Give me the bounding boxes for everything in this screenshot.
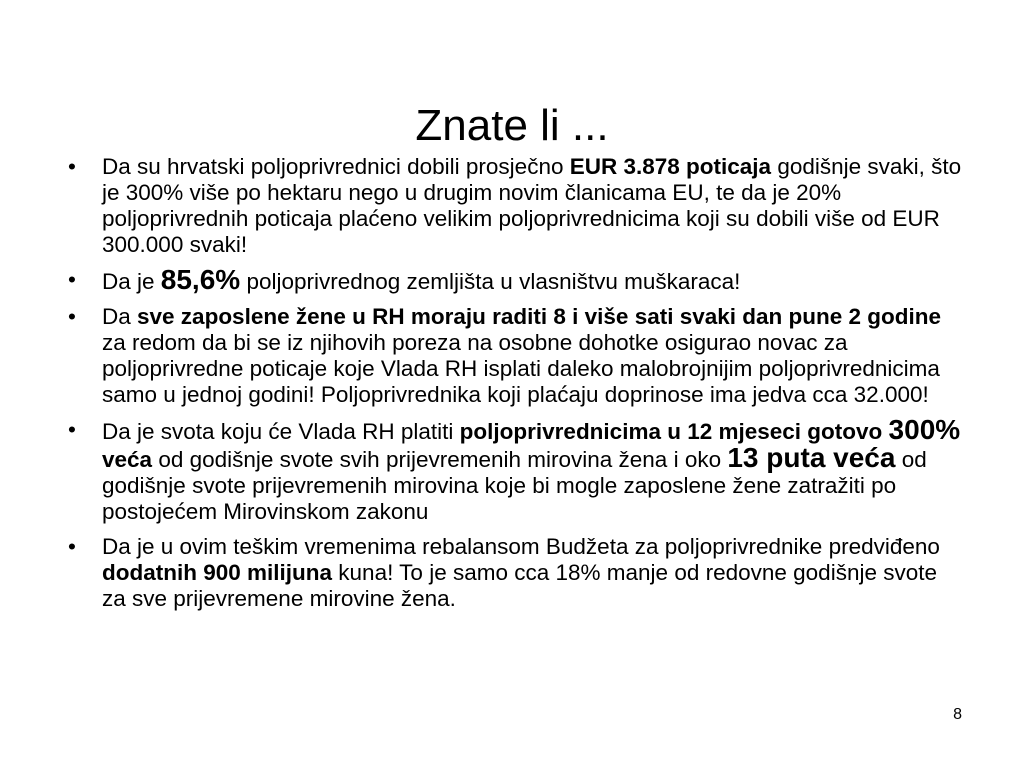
bullet-icon: • xyxy=(68,154,76,179)
bullet-text: Da je xyxy=(102,269,161,294)
bullet-item-pension-comparison xyxy=(62,414,962,525)
bullet-text: Da su hrvatski poljoprivrednici dobili prosječno xyxy=(102,154,570,179)
bullet-text: od godišnje svote prijevremenih mirovina koje bi mogle zaposlene žene zatražiti po postojećem Mirovinskom zakonu xyxy=(102,447,927,524)
bullet-icon: • xyxy=(68,534,76,559)
bullet-icon: • xyxy=(68,304,76,329)
bullet-text: Da je svota koju će Vlada RH platiti xyxy=(102,419,460,444)
bullet-highlight: 300% xyxy=(888,414,961,445)
bullet-text: godišnje svaki, što je 300% više po hektaru nego u drugim novim članicama EU, te da je 20% poljoprivrednih poticaja plaćeno velikim poljoprivrednicima koji su dobili više od EUR 300.000 svaki! xyxy=(102,154,962,257)
bullet-list xyxy=(62,154,962,621)
bullet-emphasis: dodatnih 900 milijuna xyxy=(102,560,333,585)
bullet-item-land-ownership xyxy=(62,264,962,295)
bullet-text: Da je u ovim teškim vremenima rebalansom Budžeta za poljoprivrednike predviđeno xyxy=(102,534,940,559)
bullet-text: poljoprivrednog zemljišta u vlasništvu muškaraca! xyxy=(240,269,741,294)
bullet-item-women-workhours xyxy=(62,304,962,408)
bullet-item-subsidies xyxy=(62,154,962,258)
bullet-emphasis: poljoprivrednicima u 12 mjeseci gotovo xyxy=(459,419,889,444)
bullet-emphasis: EUR 3.878 poticaja xyxy=(569,154,772,179)
bullet-icon: • xyxy=(68,267,76,292)
bullet-text: kuna! To je samo cca 18% manje od redovne godišnje svote za sve prijevremene mirovine žena. xyxy=(102,560,937,611)
bullet-emphasis: sve zaposlene žene u RH moraju raditi 8 i više sati svaki dan pune 2 godine xyxy=(137,304,942,329)
bullet-item-budget-rebalance xyxy=(62,534,962,612)
page-number: 8 xyxy=(953,706,962,723)
slide-title: Znate li ... xyxy=(415,101,609,151)
bullet-highlight: 13 puta veća xyxy=(727,442,896,473)
bullet-text: Da xyxy=(102,304,138,329)
bullet-highlight: 85,6% xyxy=(160,264,241,295)
bullet-emphasis: veća xyxy=(102,447,153,472)
bullet-text: za redom da bi se iz njihovih poreza na osobne dohotke osigurao novac za poljoprivredne poticaje koje Vlada RH isplati daleko malobrojnijim poljoprivrednicima samo u jednoj godini! Poljoprivrednika koji plaćaju doprinose ima jedva cca 32.000! xyxy=(102,330,940,407)
bullet-icon: • xyxy=(68,417,76,442)
bullet-text: od godišnje svote svih prijevremenih mirovina žena i oko xyxy=(152,447,728,472)
